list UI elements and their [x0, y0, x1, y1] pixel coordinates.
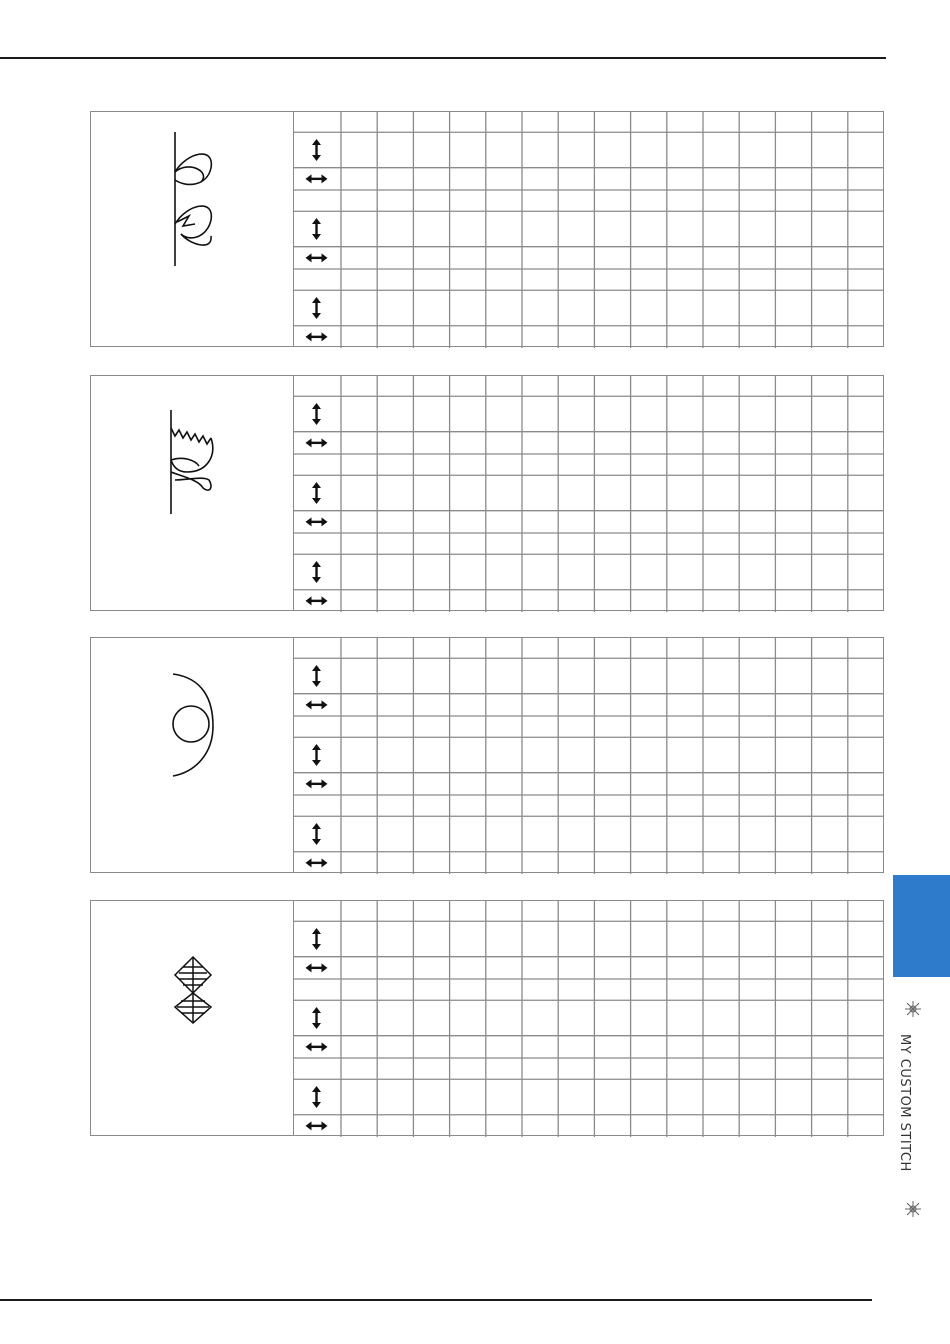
horizontal-arrow-icon — [306, 596, 328, 605]
vertical-arrow-icon — [312, 139, 321, 161]
vertical-arrow-icon — [312, 297, 321, 319]
vertical-arrow-icon — [312, 561, 321, 583]
circle-arc-stitch-icon — [91, 638, 294, 874]
horizontal-arrow-icon — [306, 332, 328, 341]
section-label-area — [898, 1000, 928, 1225]
vertical-arrow-icon — [312, 665, 321, 687]
vertical-arrow-icon — [312, 1007, 321, 1029]
footer-rule — [0, 1299, 872, 1301]
worksheet-1 — [90, 111, 884, 347]
horizontal-arrow-icon — [306, 1121, 328, 1130]
horizontal-arrow-icon — [306, 253, 328, 262]
vertical-arrow-icon — [312, 482, 321, 504]
section-tab — [893, 875, 950, 977]
horizontal-arrow-icon — [306, 779, 328, 788]
worksheet-2 — [90, 375, 884, 611]
horizontal-arrow-icon — [306, 700, 328, 709]
vertical-arrow-icon — [312, 823, 321, 845]
stitch-grid — [294, 376, 884, 612]
pattern-panel — [91, 376, 294, 610]
ornament-icon — [904, 1000, 922, 1023]
horizontal-arrow-icon — [306, 517, 328, 526]
heart-loop-stitch-icon — [91, 112, 294, 348]
worksheet-4 — [90, 900, 884, 1136]
vertical-arrow-icon — [312, 744, 321, 766]
vertical-arrow-icon — [312, 1086, 321, 1108]
vertical-arrow-icon — [312, 928, 321, 950]
worksheet-3 — [90, 637, 884, 873]
horizontal-arrow-icon — [306, 858, 328, 867]
swan-stitch-icon — [91, 376, 294, 612]
section-label: MY CUSTOM STITCH — [897, 1034, 912, 1172]
ornament-icon — [904, 1200, 922, 1223]
vertical-arrow-icon — [312, 403, 321, 425]
pattern-panel — [91, 901, 294, 1135]
horizontal-arrow-icon — [306, 174, 328, 183]
pattern-panel — [91, 112, 294, 346]
horizontal-arrow-icon — [306, 438, 328, 447]
vertical-arrow-icon — [312, 218, 321, 240]
diamond-stitch-icon — [91, 901, 294, 1137]
horizontal-arrow-icon — [306, 963, 328, 972]
pattern-panel — [91, 638, 294, 872]
horizontal-arrow-icon — [306, 1042, 328, 1051]
stitch-grid — [294, 112, 884, 348]
stitch-grid — [294, 901, 884, 1137]
stitch-grid — [294, 638, 884, 874]
header-rule — [0, 57, 886, 59]
